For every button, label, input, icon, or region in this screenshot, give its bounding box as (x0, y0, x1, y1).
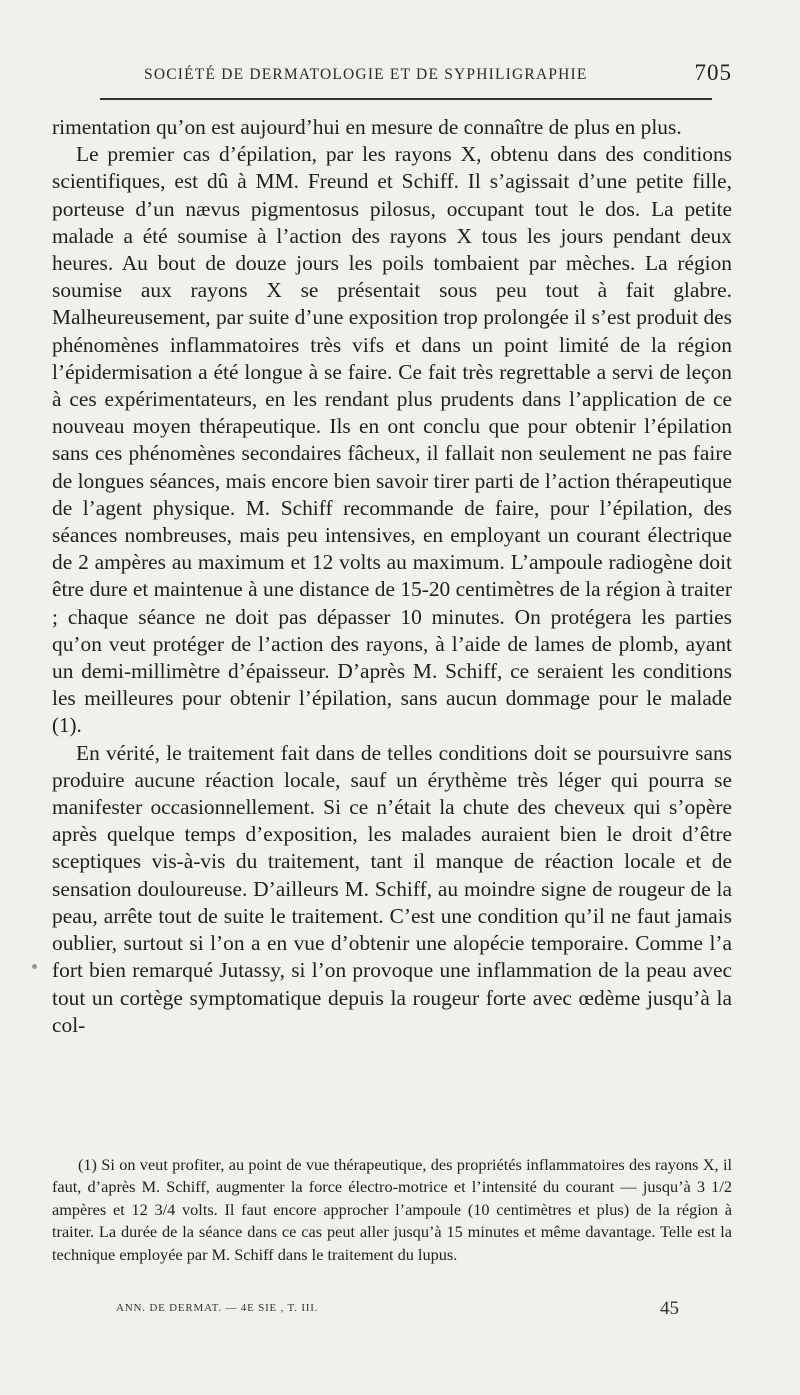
paragraph-treatment: En vérité, le traitement fait dans de telles conditions doit se poursuivre sans produire aucune réaction locale, sauf un érythème très léger qui pourra se manifester occasionnellement. Si ce n’était la chute des cheveux qui s’opère après quelque temps d’exposition, les malades auraient bien le droit d’être sceptiques vis-à-vis du traitement, tant il manque de réaction locale et de sensation douloureuse. D’ailleurs M. Schiff, au moindre signe de rougeur de la peau, arrête tout de suite le traitement. C’est une condition qu’il ne faut jamais oublier, surtout si l’on a en vue d’obtenir une alopécie temporaire. Comme l’a fort bien remarqué Jutassy, si l’on provoque une inflammation de la peau avec tout un cortège symptomatique depuis la rougeur forte avec œdème jusqu’à la col- (52, 740, 732, 1037)
footnote: (1) Si on veut profiter, au point de vue thérapeutique, des propriétés inflammatoires des rayons X, il faut, d’après M. Schiff, augmenter la force électro-motrice et l’intensité du courant — jusqu’à 3 1/2 ampères et 12 3/4 volts. Il faut encore approcher l’ampoule (10 centimètres et plus) de la région à traiter. La durée de la séance dans ce cas peut aller jusqu’à 15 minutes et même davantage. Telle est la technique employée par M. Schiff dans le traitement du lupus. (52, 1155, 732, 1264)
page-header (52, 60, 732, 90)
footnote-reference: (1). (52, 713, 82, 738)
paragraph-first-case-text: Le premier cas d’épilation, par les rayons X, obtenu dans des conditions scientifiques, est dû à MM. Freund et Schiff. Il s’agissait d’une petite fille, porteuse d’un nævus pigmentosus pilosus, occupant tout le dos. La petite malade a été soumise à l’action des rayons X tous les jours pendant deux heures. Au bout de douze jours les poils tombaient par mèches. La région soumise aux rayons X se présentait sous peu tout à fait glabre. Malheureusement, par suite d’une exposition trop prolongée il s’est produit des phénomènes inflammatoires très vifs et dans un point limité de la région l’épidermisation a été longue à se faire. Ce fait très regrettable a servi de leçon à ces expérimentateurs, en les rendant plus prudents dans l’application de ce nouveau moyen thérapeutique. Ils en ont conclu que pour obtenir l’épilation sans ces phénomènes secondaires fâcheux, il fallait non seulement ne pas faire de longues séances, mais encore bien savoir tirer parti de l’action thérapeutique de l’agent physique. M. Schiff recommande de faire, pour l’épilation, des séances nombreuses, mais peu intensives, en employant un courant électrique de 2 ampères au maximum et 12 volts au maximum. L’ampoule radiogène doit être dure et maintenue à une distance de 15-20 centimètres de la région à traiter ; chaque séance ne doit pas dépasser 10 minutes. On protégera les parties qu’on veut protéger de l’action des rayons, à l’aide de lames de plomb, ayant un demi-millimètre d’épaisseur. D’après M. Schiff, ce seraient les conditions les meilleures pour obtenir l’épilation, sans aucun dommage pour le malade (52, 142, 732, 711)
header-rule (100, 98, 712, 100)
body-text (52, 114, 732, 1039)
printer-signature: ANN. DE DERMAT. — 4E SIE , T. III. (116, 1302, 319, 1314)
page-number: 705 (694, 60, 732, 85)
paper-speck (32, 964, 37, 969)
paragraph-continuation: rimentation qu’on est aujourd’hui en mesure de connaître de plus en plus. (52, 115, 682, 139)
running-title: SOCIÉTÉ DE DERMATOLOGIE ET DE SYPHILIGRAPHIE (144, 66, 588, 83)
signature-number: 45 (660, 1298, 679, 1319)
paragraph-first-case (52, 141, 732, 739)
